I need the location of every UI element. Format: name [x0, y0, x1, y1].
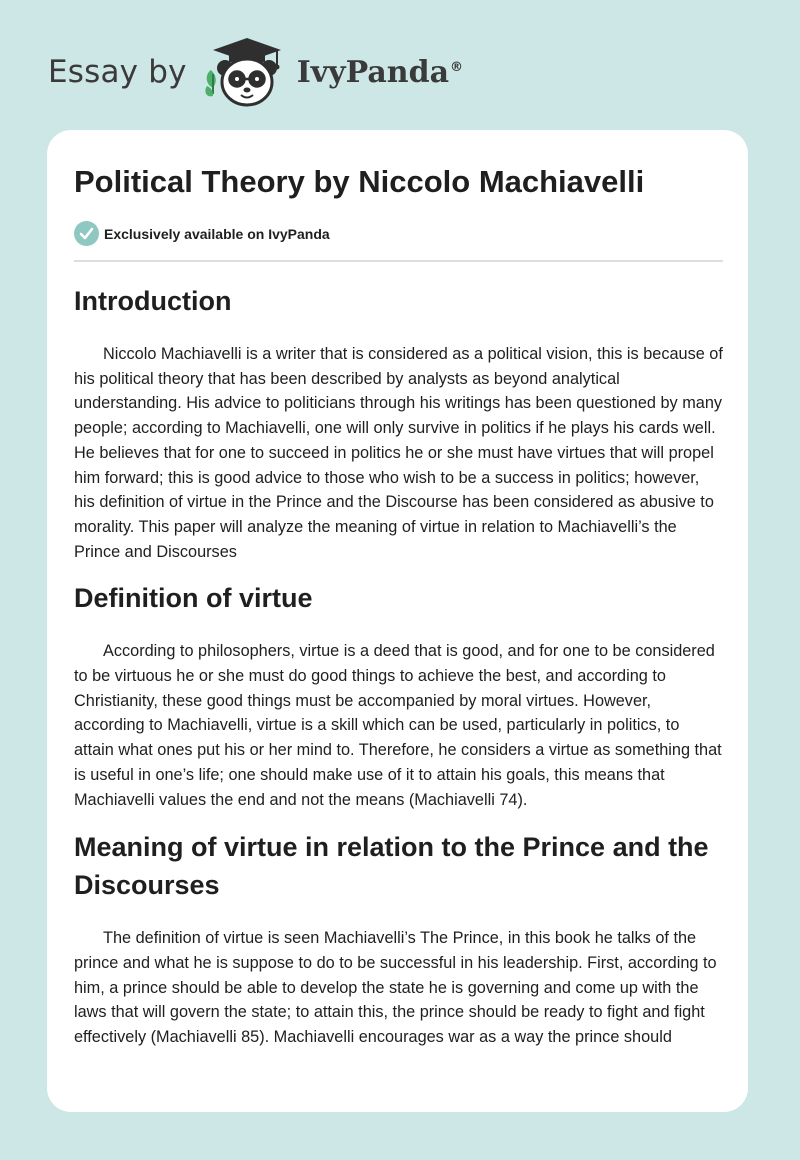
essay-card — [47, 130, 748, 1112]
checkmark-icon — [74, 221, 99, 246]
section-heading-definition: Definition of virtue — [74, 583, 313, 614]
exclusive-label: Exclusively available on IvyPanda — [104, 225, 330, 242]
section-heading-meaning: Meaning of virtue in relation to the Prince and the Discourses — [74, 832, 709, 901]
title-divider — [74, 260, 723, 262]
section-heading-introduction: Introduction — [74, 286, 232, 316]
exclusive-badge — [74, 221, 330, 246]
brand-name — [297, 55, 463, 90]
brand-name-text: IvyPanda — [296, 54, 450, 90]
essay-title: Political Theory by Niccolo Machiavelli — [74, 164, 645, 199]
brand-logo[interactable] — [48, 34, 463, 110]
registered-mark: ® — [450, 59, 464, 75]
section-paragraph-definition: According to philosophers, virtue is a deed that is good, and for one to be considered to be virtuous he or she must do good things to achieve the best, and according to Christianity, these good things must be accompanied by moral virtues. However, according to Machiavelli, virtue is a skill which can be used, particularly in politics, to attain what ones put his or her mind to. Therefore, he considers a virtue as something that is useful in one’s life; one should make use of it to attain his goals, this means that Machiavelli values the end and not the means (Machiavelli 74). — [74, 642, 722, 809]
panda-logo-icon — [201, 34, 293, 110]
section-paragraph-introduction: Niccolo Machiavelli is a writer that is considered as a political vision, this is because of his political theory that has been described by analysts as beyond analytical understanding. His advice to politicians through his writings has been questioned by many people; according to Machiavelli, one will only survive in politics if he plays his cards well. He believes that for one to succeed in politics he or she must have virtues that will propel him forward; this is good advice to those who wish to be a success in politics; however, his definition of virtue in the Prince and the Discourse has been considered as abusive to morality. This paper will analyze the meaning of virtue in relation to Machiavelli’s the Prince and Discourses — [74, 345, 723, 561]
essay-body — [74, 282, 723, 1050]
brand-prefix: Essay by — [48, 54, 187, 90]
section-paragraph-meaning: The definition of virtue is seen Machiavelli’s The Prince, in this book he talks of the prince and what he is suppose to do to be successful in his leadership. First, according to him, a prince should be able to develop the state he is governing and come up with the laws that will govern the state; to attain this, the prince should be ready to fight and fight effectively (Machiavelli 85). Machiavelli encourages war as a way the prince should — [74, 929, 717, 1047]
